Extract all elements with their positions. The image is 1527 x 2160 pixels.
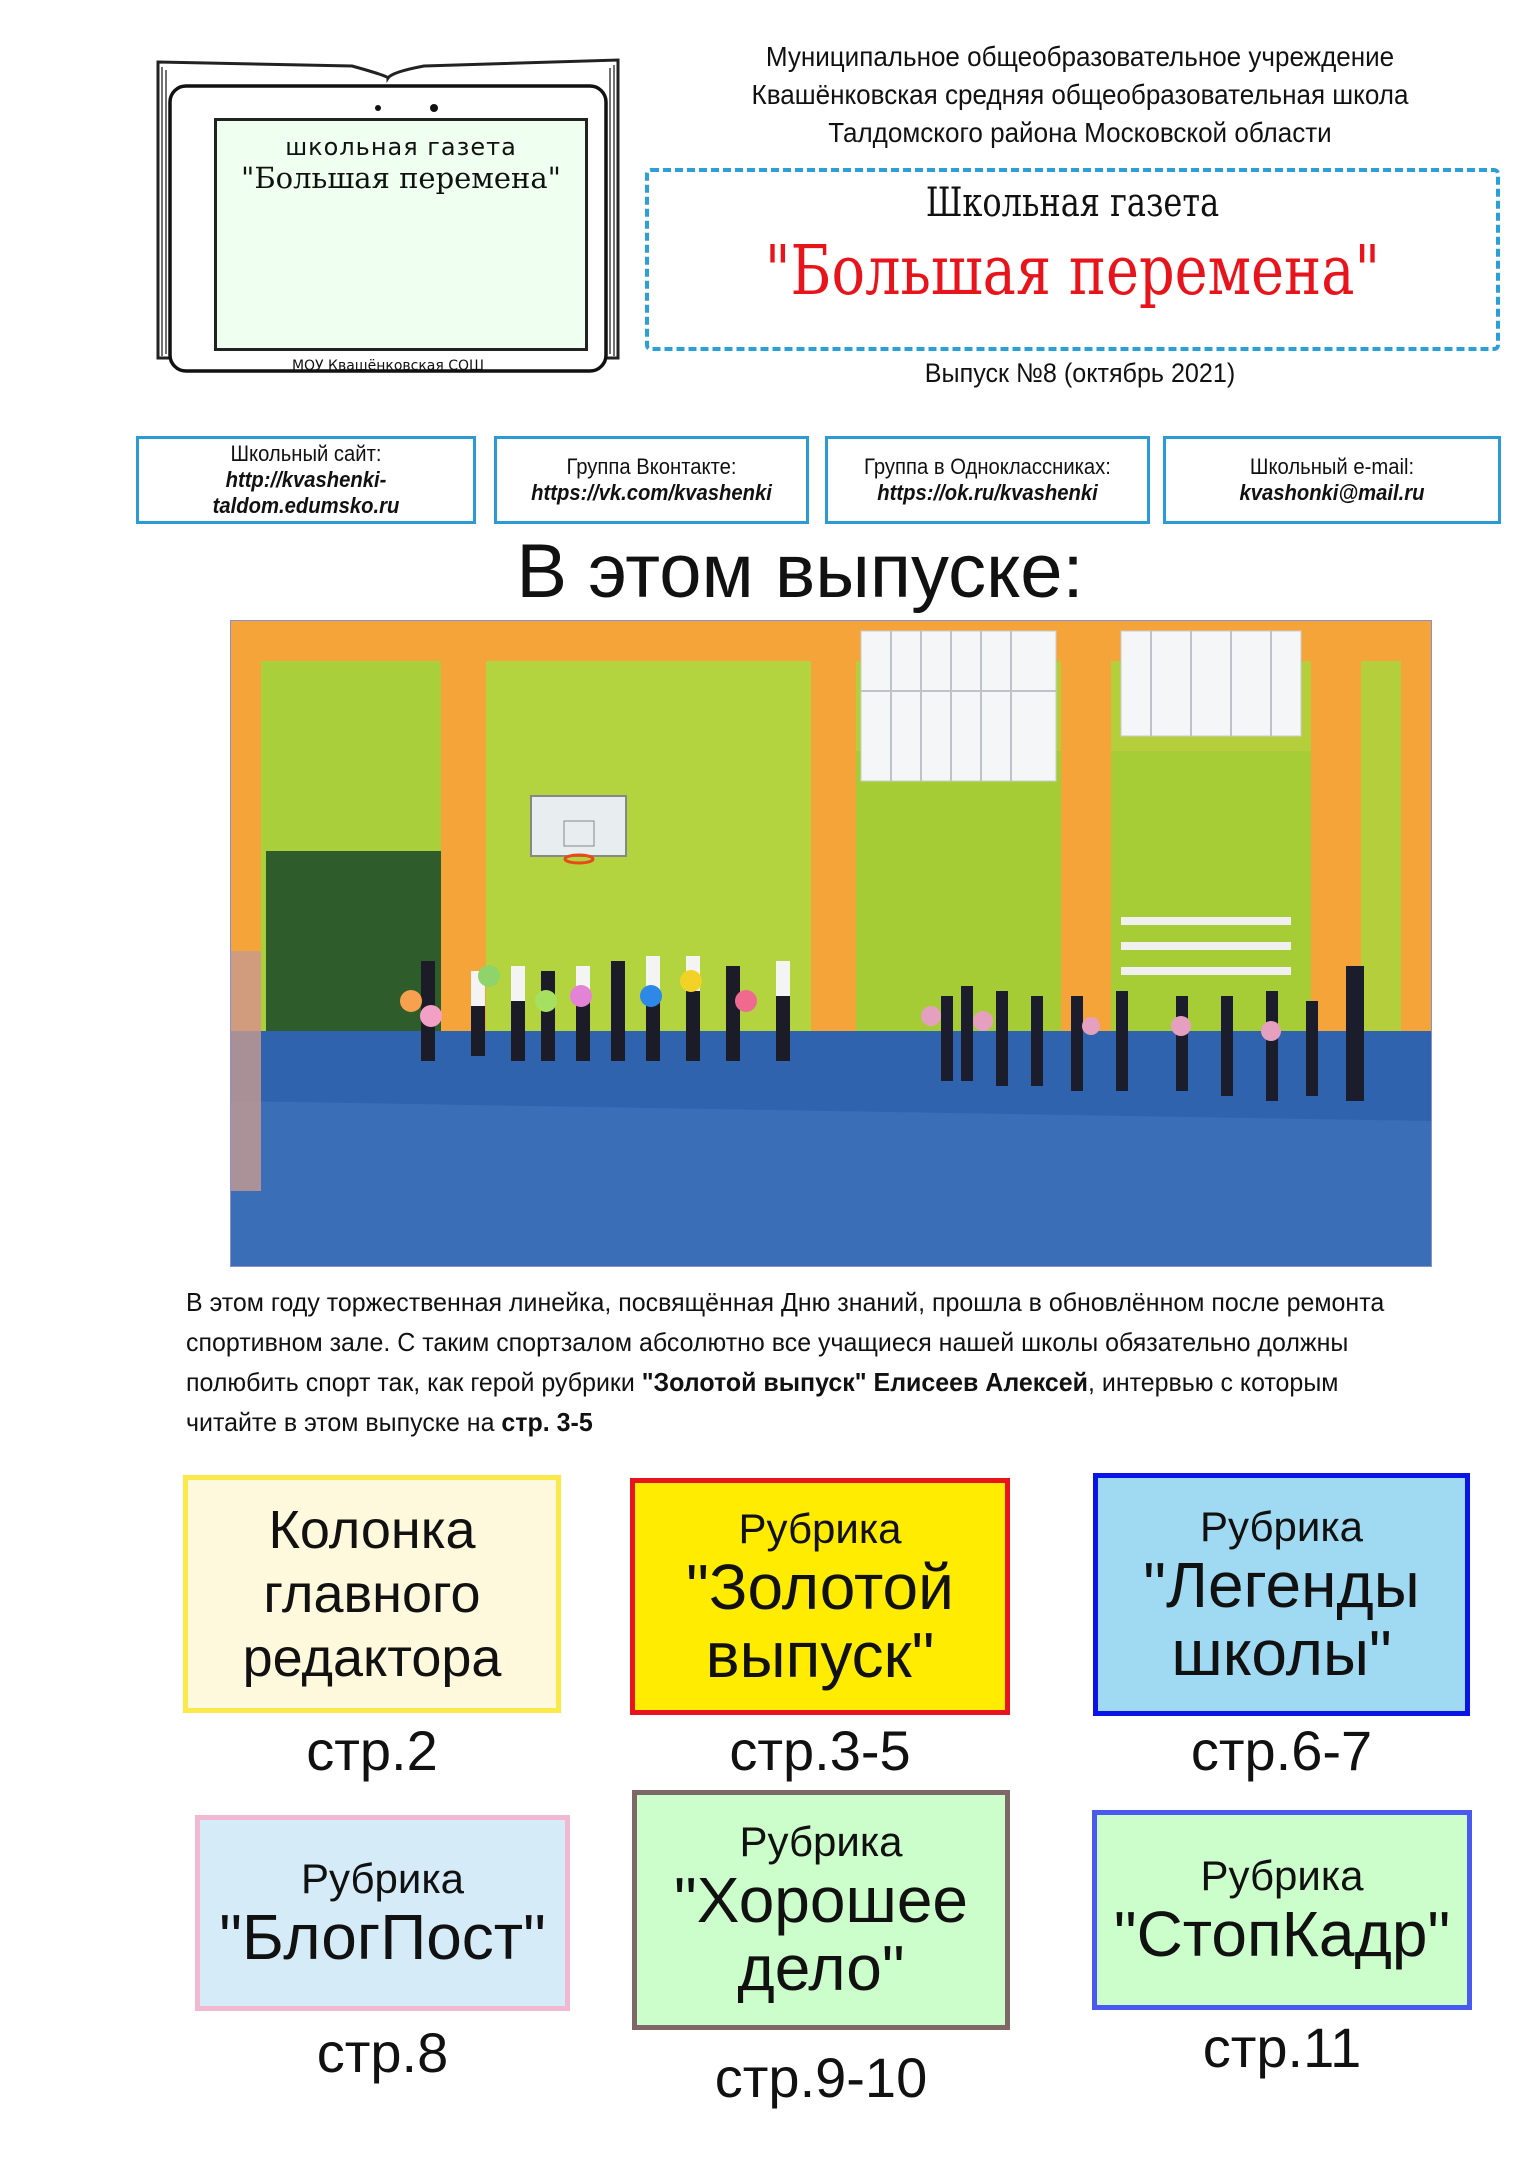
org-line: Муниципальное общеобразовательное учреждение [765, 41, 1395, 72]
rubric-title-line: главного [263, 1564, 481, 1624]
rubric-title-line: "Золотой [686, 1550, 954, 1623]
masthead-title: "Большая перемена" [764, 232, 1381, 311]
rubric-school-legends[interactable] [1093, 1473, 1470, 1716]
rubric-prefix: Рубрика [300, 1855, 465, 1902]
website-link[interactable]: http://kvashenki- [225, 467, 387, 492]
email-link[interactable]: kvashonki@mail.ru [1239, 480, 1425, 505]
rubric-title-line: Колонка [268, 1500, 476, 1560]
rubric-name: "Золотой выпуск" [641, 1367, 867, 1397]
rubric-prefix: Рубрика [738, 1504, 902, 1552]
rubric-golden-graduate[interactable] [630, 1478, 1010, 1715]
issue-number: Выпуск №8 (октябрь 2021) [924, 358, 1236, 388]
contact-ok [825, 436, 1150, 524]
rubric-title-line: дело" [737, 1932, 905, 2004]
newspaper-logo [152, 58, 624, 388]
contact-vk [494, 436, 809, 524]
gym-photo [230, 620, 1432, 1267]
hero-name: Елисеев Алексей [873, 1367, 1089, 1397]
paragraph-text: , интервью с которым читайте в этом выпуске на [186, 1367, 1339, 1437]
rubric-title-line: редактора [242, 1628, 502, 1688]
rubric-title-line: "БлогПост" [219, 1901, 546, 1973]
section-heading: В этом выпуске: [516, 529, 1084, 614]
rubric-editor-column[interactable] [183, 1475, 561, 1713]
page-reference: стр. 3-5 [501, 1407, 593, 1437]
paragraph-text: В этом году торжественная линейка, посвящённая Дню знаний, прошла в обновлённом после ремонта спортивном зале. С таким спортзалом абсолютно все учащиеся нашей школы обязательно должны полюбить спорт так, как герой рубрики [186, 1287, 1385, 1397]
logo-title-line1: школьная газета [285, 133, 517, 161]
website-link[interactable]: taldom.edumsko.ru [212, 493, 400, 518]
rubric-title-line: "СтопКадр" [1113, 1898, 1451, 1970]
contact-label: Группа Вконтакте: [566, 454, 737, 479]
rubric-page: стр.8 [316, 2021, 449, 2084]
rubric-page: стр.3-5 [729, 1719, 911, 1782]
rubric-title-line: школы" [1171, 1616, 1392, 1689]
masthead-box [645, 168, 1500, 351]
ok-link[interactable]: https://ok.ru/kvashenki [877, 480, 1098, 505]
rubric-page: стр.9-10 [714, 2046, 928, 2109]
contact-email [1163, 436, 1501, 524]
rubric-page: стр.2 [306, 1719, 438, 1782]
org-line: Квашёнковская средняя общеобразовательная школа [751, 79, 1409, 110]
rubric-stopframe[interactable] [1092, 1810, 1472, 2010]
contact-label: Школьный сайт: [230, 441, 382, 466]
masthead-subtitle: Школьная газета [925, 180, 1220, 226]
contact-label: Школьный e-mail: [1249, 454, 1415, 479]
rubric-good-deed[interactable] [632, 1790, 1010, 2030]
logo-title-line2: "Большая перемена" [241, 161, 561, 195]
rubric-title-line: "Хорошее [674, 1864, 968, 1936]
rubric-page: стр.6-7 [1190, 1719, 1373, 1782]
contact-label: Группа в Одноклассниках: [864, 454, 1111, 479]
rubric-prefix: Рубрика [1199, 1502, 1364, 1550]
rubric-prefix: Рубрика [1200, 1852, 1364, 1899]
contact-website [136, 436, 476, 524]
org-line: Талдомского района Московской области [828, 117, 1332, 148]
rubric-page: стр.11 [1202, 2016, 1362, 2079]
organization-name [671, 38, 1489, 152]
rubric-prefix: Рубрика [739, 1818, 903, 1865]
vk-link[interactable]: https://vk.com/kvashenki [531, 480, 772, 505]
rubric-title-line: "Легенды [1143, 1548, 1420, 1621]
logo-screen [214, 118, 588, 351]
rubric-title-line: выпуск" [705, 1618, 935, 1691]
intro-paragraph [186, 1282, 1411, 1442]
logo-footer: МОУ Квашёнковская СОШ [291, 358, 485, 374]
rubric-blogpost[interactable] [195, 1815, 570, 2011]
gym-photo-image [231, 621, 1431, 1266]
